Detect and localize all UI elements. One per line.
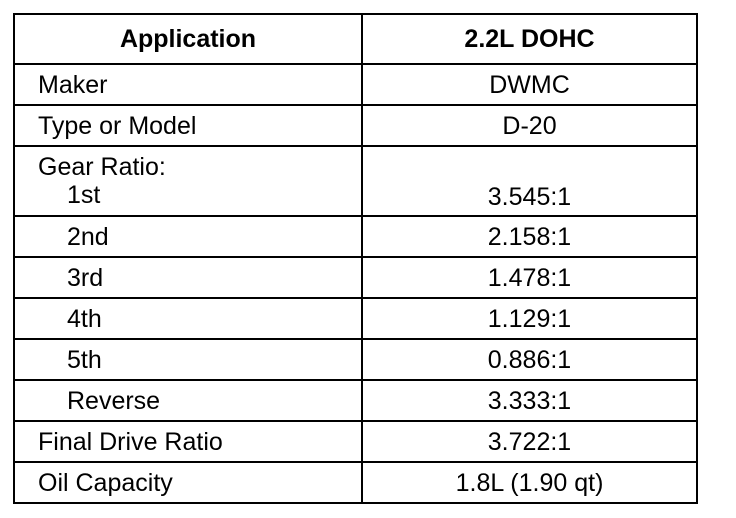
header-engine: 2.2L DOHC (362, 14, 697, 64)
row-label: 3rd (14, 257, 362, 298)
row-value: 3.545:1 (362, 146, 697, 216)
row-value: D-20 (362, 105, 697, 146)
gear-1st-label: 1st (67, 181, 101, 209)
table-row-final-drive-ratio (14, 421, 697, 462)
row-label: Type or Model (14, 105, 362, 146)
header-row (14, 14, 697, 64)
row-label: Oil Capacity (14, 462, 362, 503)
row-value: 1.8L (1.90 qt) (362, 462, 697, 503)
row-value: 3.333:1 (362, 380, 697, 421)
row-value: DWMC (362, 64, 697, 105)
row-label: 5th (14, 339, 362, 380)
table-row-oil-capacity (14, 462, 697, 503)
row-label: 2nd (14, 216, 362, 257)
table-row-5th (14, 339, 697, 380)
table-row-3rd (14, 257, 697, 298)
row-value: 1.129:1 (362, 298, 697, 339)
row-value: 1.478:1 (362, 257, 697, 298)
row-label: Final Drive Ratio (14, 421, 362, 462)
transaxle-spec-table (13, 13, 698, 504)
row-value: 0.886:1 (362, 339, 697, 380)
row-value: 3.722:1 (362, 421, 697, 462)
header-application: Application (14, 14, 362, 64)
table-row-gear-ratio-1st (14, 146, 697, 216)
row-value: 2.158:1 (362, 216, 697, 257)
table-row-reverse (14, 380, 697, 421)
row-label: Reverse (14, 380, 362, 421)
row-label: 4th (14, 298, 362, 339)
table-row-2nd (14, 216, 697, 257)
table-row-maker (14, 64, 697, 105)
gear-ratio-label-cell (14, 146, 362, 216)
table-row-type-or-model (14, 105, 697, 146)
row-label: Maker (14, 64, 362, 105)
table-row-4th (14, 298, 697, 339)
gear-ratio-heading: Gear Ratio: (38, 153, 166, 181)
